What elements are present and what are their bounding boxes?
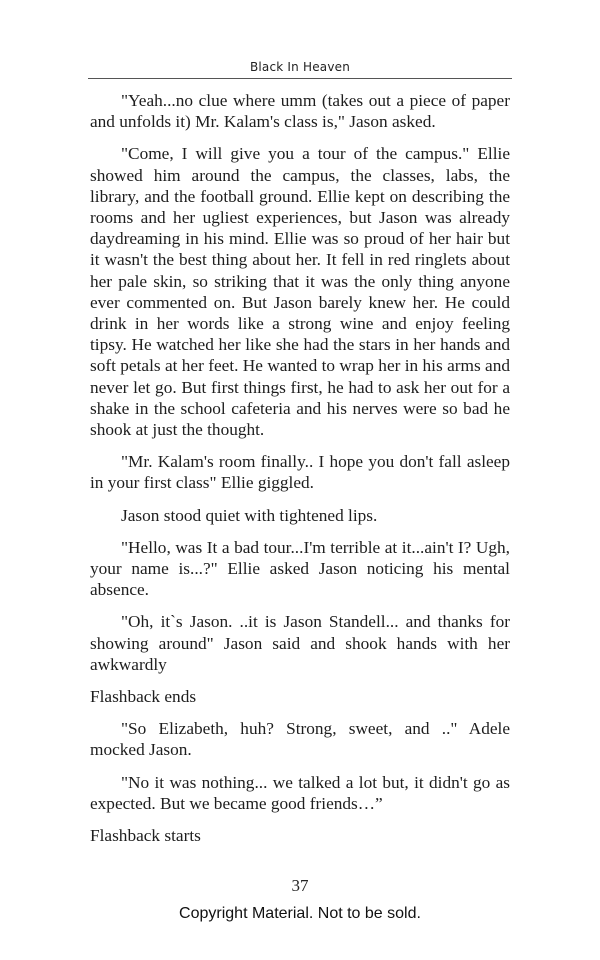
paragraph: "So Elizabeth, huh? Strong, sweet, and .." Adele mocked Jason. bbox=[90, 719, 510, 760]
header-divider bbox=[88, 78, 512, 79]
paragraph: "Mr. Kalam's room finally.. I hope you don't fall asleep in your first class" Ellie giggled. bbox=[90, 452, 510, 493]
body-text bbox=[90, 90, 510, 857]
scene-marker: Flashback ends bbox=[90, 687, 197, 707]
paragraph: "Yeah...no clue where umm (takes out a piece of paper and unfolds it) Mr. Kalam's class is," Jason asked. bbox=[90, 91, 510, 132]
paragraph: "Come, I will give you a tour of the campus." Ellie showed him around the campus, the classes, labs, the library, and the football ground. Ellie kept on describing the rooms and her ugliest experiences, but Jason was already daydreaming in his mind. Ellie was so proud of her hair but it wasn't the best thing about her. It fell in red ringlets about her pale skin, so striking that it was the only thing anyone ever commented on. But Jason barely knew her. He could drink in her words like a strong wine and enjoy feeling tipsy. He watched her like she had the stars in her hands and soft petals at her feet. He wanted to wrap her in his arms and never let go. But first things first, he had to ask her out for a shake in the school cafeteria and his nerves were so bad he shook at just the thought. bbox=[90, 144, 510, 440]
paragraph: Jason stood quiet with tightened lips. bbox=[121, 505, 378, 525]
paragraph: "Hello, was It a bad tour...I'm terrible at it...ain't I? Ugh, your name is...?" Ellie asked Jason noticing his mental absence. bbox=[90, 537, 510, 600]
paragraph: "Oh, it`s Jason. ..it is Jason Standell... and thanks for showing around" Jason said and shook hands with her awkwardly bbox=[90, 612, 510, 674]
running-head-title: Black In Heaven bbox=[249, 60, 351, 74]
copyright-notice: Copyright Material. Not to be sold. bbox=[179, 905, 421, 922]
paragraph: "No it was nothing... we talked a lot but, it didn't go as expected. But we became good friends…” bbox=[90, 772, 510, 813]
scene-marker: Flashback starts bbox=[90, 826, 201, 846]
page-number: 37 bbox=[291, 876, 309, 895]
